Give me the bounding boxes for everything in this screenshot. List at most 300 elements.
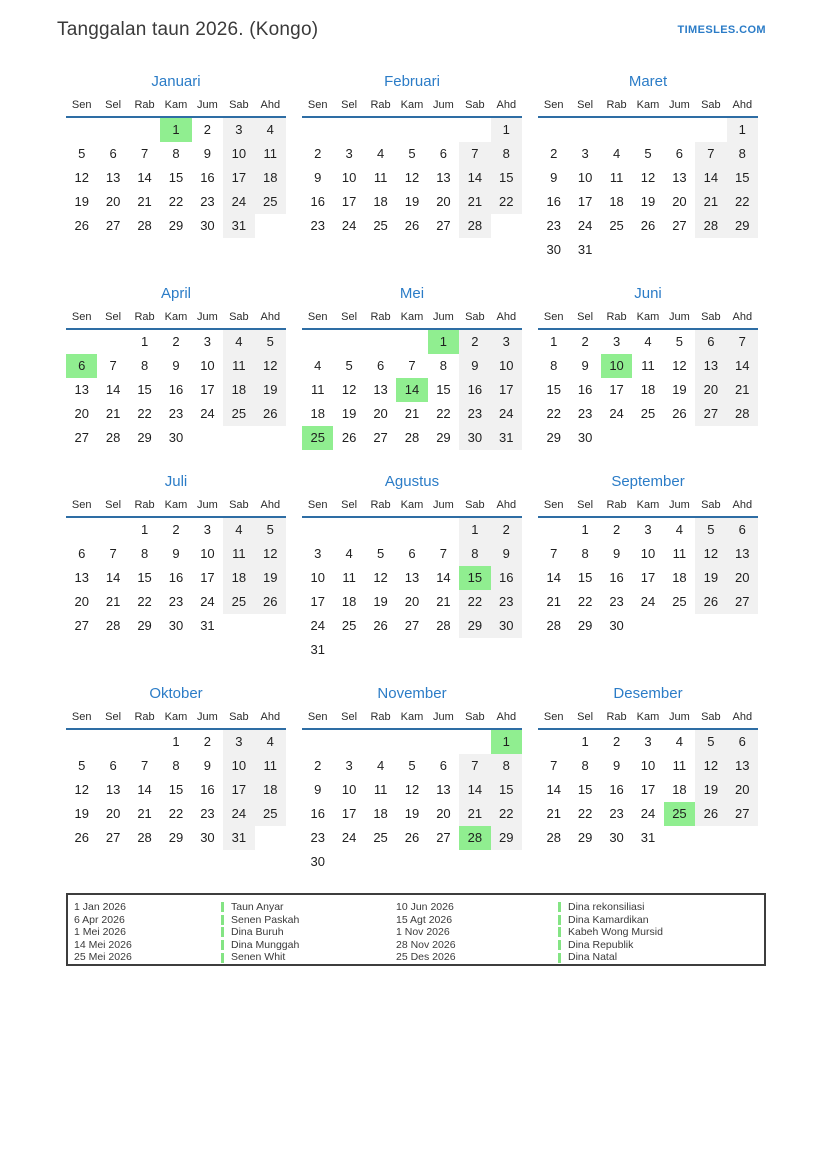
weekday-label: Rab xyxy=(370,711,391,723)
date-cell: 10 xyxy=(223,142,254,166)
date-cell: 24 xyxy=(640,806,656,821)
weekday-label: Jum xyxy=(197,99,218,111)
site-link[interactable]: TIMESLES.COM xyxy=(677,24,766,36)
date-cell: 12 xyxy=(695,542,726,566)
empty-cell xyxy=(333,850,364,874)
date-cell: 22 xyxy=(459,590,490,614)
date-cell: 2 xyxy=(172,334,180,349)
date-cell: 21 xyxy=(105,594,121,609)
date-cell: 30 xyxy=(546,242,561,257)
weekday-label: Sen xyxy=(71,711,92,723)
weekday-label: Ahd xyxy=(260,499,281,511)
weekday-label: Sab xyxy=(701,311,721,323)
empty-cell xyxy=(365,730,396,754)
date-cell: 4 xyxy=(376,146,385,161)
date-cell: 23 xyxy=(200,806,215,821)
weekday-label: Sab xyxy=(229,311,249,323)
date-cell: 1 xyxy=(172,734,180,749)
date-cell: 19 xyxy=(341,406,357,421)
weekday-label: Sel xyxy=(577,711,594,723)
page-header xyxy=(0,0,827,41)
date-cell: 23 xyxy=(609,594,624,609)
weekday-label: Sab xyxy=(701,711,721,723)
date-cell: 15 xyxy=(137,382,152,397)
date-cell: 16 xyxy=(310,194,325,209)
date-cell: 13 xyxy=(404,570,420,585)
holiday-marker-icon xyxy=(558,940,561,950)
month-oktober xyxy=(66,684,286,874)
empty-cell xyxy=(255,426,286,450)
date-cell: 12 xyxy=(404,782,420,797)
date-cell: 19 xyxy=(404,194,420,209)
date-cell: 21 xyxy=(695,190,726,214)
empty-cell xyxy=(459,118,490,142)
legend-item xyxy=(221,939,396,952)
date-cell: 1 xyxy=(491,118,522,142)
months-grid xyxy=(66,72,758,874)
month-april xyxy=(66,284,286,450)
weekday-label: Ahd xyxy=(732,99,753,111)
date-cell: 8 xyxy=(172,146,180,161)
date-cell: 18 xyxy=(640,382,656,397)
legend-date: 28 Nov 2026 xyxy=(396,938,456,951)
date-cell: 11 xyxy=(609,170,624,185)
date-cell: 30 xyxy=(491,614,522,638)
date-cell: 15 xyxy=(577,782,593,797)
date-cell: 22 xyxy=(137,406,152,421)
date-cell: 16 xyxy=(609,782,624,797)
date-cell: 27 xyxy=(436,830,451,845)
date-cell: 6 xyxy=(408,546,416,561)
date-cell: 12 xyxy=(255,354,286,378)
date-cell: 8 xyxy=(727,142,758,166)
legend-column-right xyxy=(396,901,762,964)
date-cell: 18 xyxy=(341,594,357,609)
weekday-label: Sel xyxy=(341,499,358,511)
date-cell: 19 xyxy=(255,378,286,402)
date-cell: 6 xyxy=(109,146,117,161)
weekday-label: Kam xyxy=(400,99,424,111)
date-cell: 13 xyxy=(672,170,687,185)
date-cell: 27 xyxy=(105,830,121,845)
empty-cell xyxy=(459,730,490,754)
date-cell: 21 xyxy=(137,194,152,209)
date-cell: 2 xyxy=(172,522,180,537)
weekday-label: Sab xyxy=(701,499,721,511)
date-cell: 27 xyxy=(727,802,758,826)
weekday-row xyxy=(538,94,758,118)
weekday-label: Kam xyxy=(636,499,660,511)
date-cell: 20 xyxy=(105,806,121,821)
date-cell: 11 xyxy=(373,782,388,797)
date-cell: 20 xyxy=(436,806,451,821)
date-cell: 6 xyxy=(727,730,758,754)
empty-cell xyxy=(333,518,364,542)
empty-cell xyxy=(569,118,600,142)
date-cell: 13 xyxy=(727,542,758,566)
weekday-label: Ahd xyxy=(260,711,281,723)
date-cell: 7 xyxy=(695,142,726,166)
date-cell: 19 xyxy=(255,566,286,590)
date-cell: 10 xyxy=(310,570,325,585)
date-cell: 20 xyxy=(74,406,89,421)
weekday-label: Ahd xyxy=(260,311,281,323)
date-cell: 4 xyxy=(644,334,652,349)
date-cell: 6 xyxy=(439,146,448,161)
month-title: Juli xyxy=(164,473,188,490)
empty-cell xyxy=(664,826,695,850)
date-cell: 24 xyxy=(200,594,215,609)
date-cell: 3 xyxy=(203,522,212,537)
date-cell: 25 xyxy=(609,218,624,233)
date-cell: 3 xyxy=(203,334,212,349)
date-cell: 11 xyxy=(255,754,286,778)
empty-cell xyxy=(538,118,569,142)
date-cell: 7 xyxy=(727,330,758,354)
legend-item xyxy=(558,901,762,914)
date-cell: 19 xyxy=(74,194,89,209)
date-cell: 8 xyxy=(491,754,522,778)
date-cell: 13 xyxy=(74,382,89,397)
date-cell: 2 xyxy=(203,734,212,749)
date-cell: 31 xyxy=(491,426,522,450)
weekday-label: Sen xyxy=(307,99,328,111)
date-cell: 10 xyxy=(200,546,215,561)
month-agustus xyxy=(302,472,522,662)
legend-date: 15 Agt 2026 xyxy=(396,913,453,926)
date-cell: 10 xyxy=(640,758,656,773)
weekday-label: Rab xyxy=(134,99,155,111)
weekday-label: Sel xyxy=(341,711,358,723)
date-cell: 12 xyxy=(255,542,286,566)
date-cell: 28 xyxy=(546,830,561,845)
date-cell: 23 xyxy=(546,218,561,233)
weekday-row xyxy=(66,706,286,730)
date-cell: 12 xyxy=(341,382,357,397)
date-cell: 5 xyxy=(644,146,652,161)
date-cell: 9 xyxy=(314,170,322,185)
weekday-label: Sen xyxy=(543,311,564,323)
weekday-label: Jum xyxy=(197,499,218,511)
empty-cell xyxy=(333,118,364,142)
date-cell: 17 xyxy=(640,570,656,585)
date-cell: 5 xyxy=(408,146,416,161)
legend-item xyxy=(558,914,762,927)
date-cell: 23 xyxy=(491,590,522,614)
empty-cell xyxy=(223,426,254,450)
month-title: Oktober xyxy=(149,685,203,702)
date-cell: 13 xyxy=(105,170,121,185)
date-cell: 28 xyxy=(105,430,121,445)
date-cell: 7 xyxy=(140,758,149,773)
date-cell: 1 xyxy=(428,330,459,354)
date-cell: 22 xyxy=(168,194,184,209)
empty-cell xyxy=(491,638,522,662)
weekday-label: Rab xyxy=(134,711,155,723)
date-cell: 29 xyxy=(546,430,561,445)
weekday-label: Sel xyxy=(341,311,358,323)
month-maret xyxy=(538,72,758,262)
legend-label: Dina Buruh xyxy=(231,926,284,939)
date-cell: 9 xyxy=(612,546,621,561)
month-mei xyxy=(302,284,522,450)
date-cell: 22 xyxy=(577,594,593,609)
weekday-label: Rab xyxy=(370,499,391,511)
date-cell: 22 xyxy=(491,190,522,214)
dates-grid xyxy=(66,118,286,238)
date-cell: 9 xyxy=(581,358,589,373)
date-cell: 15 xyxy=(459,566,490,590)
date-cell: 21 xyxy=(459,190,490,214)
date-cell: 1 xyxy=(459,518,490,542)
legend-date: 1 Nov 2026 xyxy=(396,926,450,939)
date-cell: 25 xyxy=(255,802,286,826)
weekday-label: Sab xyxy=(229,99,249,111)
empty-cell xyxy=(255,614,286,638)
weekday-row xyxy=(302,94,522,118)
date-cell: 23 xyxy=(168,594,184,609)
legend-label: Senen Paskah xyxy=(231,913,300,926)
date-cell: 23 xyxy=(168,406,184,421)
date-cell: 27 xyxy=(404,618,420,633)
date-cell: 28 xyxy=(137,218,152,233)
date-cell: 13 xyxy=(695,354,726,378)
date-cell: 5 xyxy=(78,758,86,773)
holiday-marker-icon xyxy=(558,902,561,912)
empty-cell xyxy=(396,638,427,662)
holiday-marker-icon xyxy=(558,927,561,937)
date-cell: 17 xyxy=(491,378,522,402)
date-cell: 27 xyxy=(373,430,388,445)
date-cell: 24 xyxy=(341,218,357,233)
weekday-label: Sen xyxy=(543,711,564,723)
weekday-row xyxy=(302,706,522,730)
weekday-label: Sab xyxy=(465,311,485,323)
date-cell: 3 xyxy=(644,734,652,749)
date-cell: 8 xyxy=(581,546,589,561)
month-title: Agustus xyxy=(384,473,440,490)
date-cell: 3 xyxy=(314,546,322,561)
empty-cell xyxy=(97,730,128,754)
dates-grid xyxy=(538,518,758,638)
month-januari xyxy=(66,72,286,262)
weekday-label: Sab xyxy=(701,99,721,111)
date-cell: 8 xyxy=(550,358,558,373)
date-cell: 27 xyxy=(672,218,687,233)
weekday-label: Rab xyxy=(370,99,391,111)
date-cell: 14 xyxy=(459,778,490,802)
date-cell: 9 xyxy=(203,758,212,773)
weekday-label: Ahd xyxy=(496,311,517,323)
empty-cell xyxy=(695,118,726,142)
date-cell: 10 xyxy=(341,170,357,185)
date-cell: 10 xyxy=(601,354,632,378)
empty-cell xyxy=(129,730,160,754)
date-cell: 30 xyxy=(459,426,490,450)
date-cell: 30 xyxy=(200,218,215,233)
empty-cell xyxy=(695,426,726,450)
holiday-marker-icon xyxy=(221,915,224,925)
date-cell: 1 xyxy=(140,522,149,537)
empty-cell xyxy=(396,118,427,142)
empty-cell xyxy=(396,330,427,354)
date-cell: 19 xyxy=(695,566,726,590)
month-title: Februari xyxy=(384,73,440,90)
holiday-marker-icon xyxy=(558,915,561,925)
date-cell: 2 xyxy=(459,330,490,354)
date-cell: 15 xyxy=(168,782,184,797)
date-cell: 18 xyxy=(609,194,624,209)
date-cell: 21 xyxy=(546,594,561,609)
empty-cell xyxy=(695,826,726,850)
date-cell: 18 xyxy=(373,806,388,821)
date-cell: 14 xyxy=(436,570,451,585)
legend-label: Dina Republik xyxy=(568,938,634,951)
date-cell: 11 xyxy=(672,758,687,773)
date-cell: 26 xyxy=(404,830,420,845)
weekday-label: Sab xyxy=(465,711,485,723)
date-cell: 11 xyxy=(223,354,254,378)
date-cell: 19 xyxy=(404,806,420,821)
empty-cell xyxy=(365,518,396,542)
empty-cell xyxy=(459,850,490,874)
date-cell: 31 xyxy=(223,214,254,238)
empty-cell xyxy=(695,238,726,262)
date-cell: 7 xyxy=(439,546,448,561)
weekday-row xyxy=(538,494,758,518)
date-cell: 8 xyxy=(491,142,522,166)
legend-item xyxy=(221,926,396,939)
date-cell: 9 xyxy=(550,170,558,185)
date-cell: 8 xyxy=(140,358,149,373)
weekday-label: Jum xyxy=(669,311,690,323)
date-cell: 12 xyxy=(373,570,388,585)
weekday-label: Kam xyxy=(164,711,188,723)
weekday-label: Ahd xyxy=(496,99,517,111)
empty-cell xyxy=(491,214,522,238)
date-cell: 29 xyxy=(168,218,184,233)
weekday-label: Sel xyxy=(105,499,122,511)
date-cell: 28 xyxy=(546,618,561,633)
empty-cell xyxy=(66,730,97,754)
date-cell: 18 xyxy=(672,782,687,797)
date-cell: 19 xyxy=(672,382,687,397)
date-cell: 2 xyxy=(550,146,558,161)
dates-grid xyxy=(538,330,758,450)
month-title: Januari xyxy=(151,73,201,90)
empty-cell xyxy=(97,118,128,142)
date-cell: 21 xyxy=(105,406,121,421)
date-cell: 20 xyxy=(727,566,758,590)
date-cell: 8 xyxy=(172,758,180,773)
date-cell: 26 xyxy=(74,830,89,845)
empty-cell xyxy=(97,330,128,354)
date-cell: 25 xyxy=(640,406,656,421)
date-cell: 24 xyxy=(310,618,325,633)
date-cell: 7 xyxy=(109,546,117,561)
weekday-label: Rab xyxy=(606,499,627,511)
date-cell: 11 xyxy=(223,542,254,566)
date-cell: 4 xyxy=(223,518,254,542)
date-cell: 7 xyxy=(140,146,149,161)
legend-date: 25 Mei 2026 xyxy=(74,951,132,964)
holiday-marker-icon xyxy=(221,902,224,912)
empty-cell xyxy=(365,330,396,354)
date-cell: 26 xyxy=(672,406,687,421)
empty-cell xyxy=(664,426,695,450)
date-cell: 11 xyxy=(641,358,655,373)
empty-cell xyxy=(302,730,333,754)
weekday-label: Sen xyxy=(71,99,92,111)
weekday-label: Sel xyxy=(105,311,122,323)
date-cell: 24 xyxy=(609,406,624,421)
empty-cell xyxy=(664,614,695,638)
date-cell: 6 xyxy=(727,518,758,542)
date-cell: 7 xyxy=(459,142,490,166)
date-cell: 23 xyxy=(310,830,325,845)
date-cell: 30 xyxy=(200,830,215,845)
empty-cell xyxy=(727,426,758,450)
date-cell: 15 xyxy=(491,166,522,190)
date-cell: 13 xyxy=(373,382,388,397)
date-cell: 7 xyxy=(550,546,558,561)
weekday-label: Rab xyxy=(370,311,391,323)
dates-grid xyxy=(302,730,522,874)
holidays-legend xyxy=(66,893,766,966)
date-cell: 2 xyxy=(203,122,212,137)
date-cell: 21 xyxy=(436,594,451,609)
date-cell: 6 xyxy=(78,546,86,561)
date-cell: 19 xyxy=(74,806,89,821)
date-cell: 30 xyxy=(310,854,325,869)
date-cell: 23 xyxy=(200,194,215,209)
date-cell: 17 xyxy=(200,570,215,585)
date-cell: 17 xyxy=(640,782,656,797)
date-cell: 3 xyxy=(345,758,353,773)
date-cell: 19 xyxy=(695,778,726,802)
date-cell: 12 xyxy=(695,754,726,778)
date-cell: 6 xyxy=(66,354,97,378)
date-cell: 5 xyxy=(376,546,385,561)
month-desember xyxy=(538,684,758,874)
weekday-label: Sab xyxy=(465,499,485,511)
legend-item xyxy=(221,901,396,914)
date-cell: 6 xyxy=(439,758,448,773)
date-cell: 2 xyxy=(491,518,522,542)
date-cell: 24 xyxy=(200,406,215,421)
weekday-label: Jum xyxy=(669,99,690,111)
date-cell: 6 xyxy=(675,146,684,161)
dates-grid xyxy=(302,330,522,450)
date-cell: 31 xyxy=(310,642,325,657)
date-cell: 22 xyxy=(577,806,593,821)
date-cell: 9 xyxy=(172,358,180,373)
date-cell: 17 xyxy=(341,806,357,821)
month-title: September xyxy=(611,473,685,490)
date-cell: 22 xyxy=(436,406,451,421)
date-cell: 9 xyxy=(172,546,180,561)
date-cell: 22 xyxy=(137,594,152,609)
date-cell: 10 xyxy=(577,170,593,185)
weekday-label: Jum xyxy=(433,499,454,511)
weekday-label: Kam xyxy=(164,311,188,323)
empty-cell xyxy=(428,518,459,542)
month-november xyxy=(302,684,522,874)
date-cell: 5 xyxy=(408,758,416,773)
legend-date: 1 Jan 2026 xyxy=(74,901,126,913)
date-cell: 4 xyxy=(612,146,621,161)
date-cell: 25 xyxy=(373,218,388,233)
